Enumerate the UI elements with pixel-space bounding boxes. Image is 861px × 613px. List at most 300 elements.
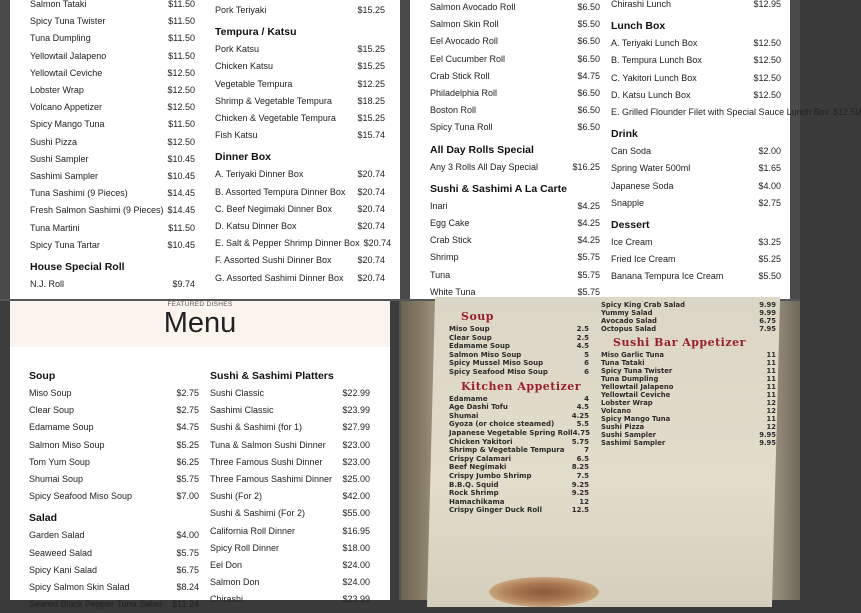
menu-item xyxy=(601,423,776,431)
menu-item-price: $5.25 xyxy=(758,254,781,265)
menu-item-name: Tuna & Salmon Sushi Dinner xyxy=(210,439,326,450)
menu-item xyxy=(449,395,589,404)
menu-item-name: Any 3 Rolls All Day Special xyxy=(430,161,539,172)
menu-item-price: $3.25 xyxy=(758,237,781,248)
menu-item xyxy=(601,375,776,383)
menu-item-name: Spicy Roll Dinner xyxy=(210,542,280,553)
menu-item-name: Vegetable Tempura xyxy=(215,78,293,89)
menu-item-price: $5.50 xyxy=(577,19,600,30)
menu-item-price: $14.45 xyxy=(167,205,196,216)
menu-item xyxy=(601,415,776,423)
menu-item xyxy=(601,383,776,391)
menu-item-name: Crispy Calamari xyxy=(449,454,512,463)
menu-item xyxy=(215,252,385,269)
menu-item xyxy=(449,463,589,472)
menu-panel-3 xyxy=(0,301,399,610)
menu-item-price: 6.5 xyxy=(576,454,589,463)
menu-item xyxy=(210,591,370,608)
menu-item-price: 9.99 xyxy=(759,301,776,309)
menu-item-name: Chicken Yakitori xyxy=(449,437,513,446)
menu-item xyxy=(215,201,385,218)
menu-item-price: 12 xyxy=(766,423,776,431)
menu-item-price: $5.75 xyxy=(176,547,199,558)
menu-item-name: Miso Soup xyxy=(449,325,490,333)
menu-item-name: Hamachikama xyxy=(449,497,505,506)
menu-item-name: E. Salt & Pepper Shrimp Dinner Box xyxy=(215,238,360,249)
menu-item xyxy=(215,166,385,183)
menu-item xyxy=(611,195,781,212)
menu-item xyxy=(601,391,776,399)
menu-item xyxy=(29,471,199,488)
menu-item-price: $12.50 xyxy=(167,67,195,78)
menu-item xyxy=(449,498,589,507)
menu-item xyxy=(30,276,195,293)
menu-item-price: $4.25 xyxy=(577,235,600,246)
menu-item-name: Salmon Miso Soup xyxy=(29,439,105,450)
menu-item-price: $12.25 xyxy=(357,78,385,89)
menu-item-price: $11.50 xyxy=(168,50,195,61)
menu-item-name: Miso Soup xyxy=(29,388,72,398)
menu-item-name: Miso Garlic Tuna xyxy=(601,351,664,359)
menu-item-price: $18.25 xyxy=(357,95,385,106)
menu-item-price: $12.50 xyxy=(753,89,781,100)
menu-item xyxy=(29,562,199,579)
menu-item-price: $20.74 xyxy=(357,221,385,232)
menu-item-name: B.B.Q. Squid xyxy=(449,480,499,489)
menu-item-price: $42.00 xyxy=(342,491,370,502)
menu-item xyxy=(30,202,195,219)
menu-item xyxy=(611,160,781,177)
menu-item-price: $6.50 xyxy=(577,88,600,99)
menu-item-price: $20.74 xyxy=(357,203,385,214)
menu-item xyxy=(449,359,589,368)
menu-column-right xyxy=(210,363,370,609)
menu-item-price: 4.5 xyxy=(576,403,589,412)
menu-item-price: $12.50 xyxy=(833,107,861,118)
menu-item-name: Garden Salad xyxy=(29,530,85,541)
menu-item-name: Banana Tempura Ice Cream xyxy=(611,271,724,282)
menu-item-name: Inari xyxy=(430,200,448,211)
menu-item xyxy=(30,220,195,237)
menu-item xyxy=(601,399,776,407)
menu-item xyxy=(449,420,589,429)
menu-item-price: 12 xyxy=(579,497,589,506)
menu-item xyxy=(210,523,370,540)
menu-item-name: Ice Cream xyxy=(611,237,653,248)
menu-item-name: G. Assorted Sashimi Dinner Box xyxy=(215,272,344,283)
menu-item xyxy=(601,325,776,333)
menu-item-price: $6.50 xyxy=(577,36,600,47)
menu-item-price: $5.75 xyxy=(577,269,600,280)
section-heading: Sushi & Sashimi A La Carte xyxy=(430,182,567,195)
menu-item xyxy=(215,270,385,287)
menu-item-price: $16.95 xyxy=(342,525,370,536)
menu-item xyxy=(30,30,195,47)
menu-item-name: Salmon Skin Roll xyxy=(430,19,499,30)
menu-item-price: $20.74 xyxy=(357,186,385,197)
menu-item-price: $20.74 xyxy=(357,255,385,266)
section-heading: Kitchen Appetizer xyxy=(461,379,582,393)
menu-item-name: Three Famous Sashimi Dinner xyxy=(210,474,333,485)
menu-item-name: A. Teriyaki Dinner Box xyxy=(215,169,304,180)
menu-item-price: 7 xyxy=(584,446,589,455)
menu-item-price: 9.95 xyxy=(759,439,776,447)
menu-item xyxy=(449,438,589,447)
menu-item-price: $12.50 xyxy=(753,72,781,83)
menu-item-name: Eel Avocado Roll xyxy=(430,36,498,47)
menu-item-price: $55.00 xyxy=(342,508,370,519)
menu-item xyxy=(210,557,370,574)
menu-item-name: C. Yakitori Lunch Box xyxy=(611,72,697,83)
menu-item xyxy=(611,0,781,13)
menu-item-name: Lobster Wrap xyxy=(30,85,84,96)
menu-page xyxy=(10,301,390,610)
menu-item-name: Japanese Soda xyxy=(611,180,674,191)
menu-item xyxy=(430,102,600,119)
menu-item-name: Crab Stick Roll xyxy=(430,70,490,81)
menu-item xyxy=(601,309,776,317)
menu-column-left xyxy=(430,0,600,301)
menu-item xyxy=(601,359,776,367)
menu-item-name: Spicy Tuna Twister xyxy=(30,16,106,27)
menu-item-price: $14.45 xyxy=(167,188,195,199)
menu-item xyxy=(430,85,600,102)
menu-item-name: Tuna Sashimi (9 Pieces) xyxy=(30,188,128,199)
menu-item xyxy=(611,234,781,251)
menu-item-price: 4.25 xyxy=(571,411,589,420)
menu-item-name: Tuna xyxy=(430,269,451,280)
menu-item-name: Sushi Pizza xyxy=(30,136,78,147)
featured-label: FEATURED DISHES xyxy=(167,301,233,308)
menu-item-price: $11.24 xyxy=(172,599,199,610)
menu-item xyxy=(215,76,385,93)
menu-item-name: Sashimi Sampler xyxy=(30,171,99,182)
menu-item xyxy=(430,119,600,136)
menu-item xyxy=(430,68,600,85)
menu-item-name: Lobster Wrap xyxy=(601,399,653,407)
menu-item-name: D. Katsu Lunch Box xyxy=(611,89,691,100)
menu-item-price: $15.25 xyxy=(357,113,385,124)
menu-item-price: $2.00 xyxy=(758,146,781,157)
menu-item-name: Sushi Sampler xyxy=(601,431,657,439)
menu-item-name: Spicy King Crab Salad xyxy=(601,301,686,309)
menu-item-name: B. Assorted Tempura Dinner Box xyxy=(215,186,346,197)
menu-item xyxy=(449,455,589,464)
menu-item xyxy=(430,198,600,215)
section-heading: Tempura / Katsu xyxy=(215,26,297,39)
menu-item-name: Spicy Tuna Twister xyxy=(601,367,673,375)
menu-item-name: Crispy Ginger Duck Roll xyxy=(449,506,542,515)
menu-item xyxy=(611,87,781,104)
menu-item xyxy=(210,419,370,436)
menu-item-price: 9.25 xyxy=(571,489,589,498)
menu-item-name: Tuna Dumpling xyxy=(601,375,659,383)
menu-item-price: $22.99 xyxy=(342,388,370,398)
menu-item-name: Volcano Appetizer xyxy=(30,102,103,113)
menu-item-name: Volcano xyxy=(601,407,632,415)
menu-item-price: $8.24 xyxy=(176,582,199,593)
menu-column-right xyxy=(215,2,392,287)
menu-item-price: $6.75 xyxy=(176,564,199,575)
menu-item-name: Yellowtail Ceviche xyxy=(601,391,671,399)
menu-item-price: $1.65 xyxy=(758,163,781,174)
menu-item xyxy=(30,0,195,13)
board-column-right xyxy=(601,301,776,447)
menu-item xyxy=(430,51,600,68)
menu-item xyxy=(215,184,385,201)
menu-item-price: $15.25 xyxy=(357,44,385,55)
menu-item-name: Edamame xyxy=(449,394,488,403)
menu-item-name: Clear Soup xyxy=(449,333,492,342)
menu-item-name: Chicken & Vegetable Tempura xyxy=(215,113,336,124)
menu-item-price: $24.00 xyxy=(342,577,370,588)
menu-item-name: F. Assorted Sushi Dinner Box xyxy=(215,255,332,266)
menu-item xyxy=(30,48,195,65)
menu-board-photo xyxy=(401,301,800,600)
menu-item-price: 11 xyxy=(766,359,776,367)
menu-item-name: White Tuna xyxy=(430,286,476,297)
menu-item-name: Beef Negimaki xyxy=(449,463,507,472)
menu-item-name: B. Tempura Lunch Box xyxy=(611,55,702,66)
board-column-left xyxy=(449,307,589,515)
menu-item-price: 11 xyxy=(766,375,776,383)
menu-item-name: Yummy Salad xyxy=(601,309,653,317)
menu-item-price: 11 xyxy=(766,415,776,423)
menu-item-name: Shumai Soup xyxy=(29,474,84,485)
menu-item-price: $4.75 xyxy=(577,70,600,81)
menu-item-name: Three Famous Sushi Dinner xyxy=(210,456,323,467)
menu-item-name: Seared Black Pepper Tuna Salad xyxy=(29,599,163,610)
menu-item xyxy=(30,99,195,116)
menu-item-price: $15.74 xyxy=(357,130,385,141)
menu-item xyxy=(210,454,370,471)
menu-item-name: Spicy Mango Tuna xyxy=(30,119,105,130)
menu-item-price: $20.74 xyxy=(357,272,385,283)
menu-item xyxy=(210,402,370,419)
menu-item-name: Boston Roll xyxy=(430,105,477,116)
menu-item-name: Yellowtail Jalapeno xyxy=(30,50,107,61)
menu-item-name: Edamame Soup xyxy=(449,342,510,351)
menu-item xyxy=(601,317,776,325)
menu-item-price: $12.50 xyxy=(167,136,195,147)
menu-item xyxy=(601,407,776,415)
menu-item-name: Eel Cucumber Roll xyxy=(430,53,506,64)
menu-item-price: $11.50 xyxy=(168,119,195,130)
menu-item xyxy=(210,540,370,557)
menu-item xyxy=(215,58,385,75)
section-heading: Lunch Box xyxy=(611,20,666,33)
section-heading: Sushi Bar Appetizer xyxy=(613,336,746,349)
menu-item-name: Chirashi xyxy=(210,594,244,605)
menu-item xyxy=(30,134,195,151)
menu-item-price: $10.45 xyxy=(167,171,195,182)
menu-item xyxy=(30,168,195,185)
menu-item-name: Spicy Tuna Roll xyxy=(430,122,493,133)
menu-item xyxy=(601,431,776,439)
menu-item-price: $12.50 xyxy=(753,38,781,49)
menu-item xyxy=(449,412,589,421)
menu-item-name: Shrimp & Vegetable Tempura xyxy=(449,446,565,455)
menu-item-name: Shumai xyxy=(449,411,479,420)
sushi-plate-image xyxy=(489,577,599,607)
menu-item xyxy=(210,488,370,505)
menu-item-name: Can Soda xyxy=(611,146,652,157)
menu-item-price: $5.75 xyxy=(577,252,600,263)
menu-item xyxy=(430,16,600,33)
menu-item xyxy=(215,2,385,19)
menu-item xyxy=(215,235,392,252)
menu-item-name: Octopus Salad xyxy=(601,325,657,333)
menu-item-name: Fried Ice Cream xyxy=(611,254,676,265)
menu-item-price: $11.50 xyxy=(168,33,195,44)
menu-item-price: $16.25 xyxy=(572,161,600,172)
menu-item-name: Shrimp xyxy=(430,252,459,263)
menu-page xyxy=(410,0,861,299)
menu-item-price: $11.50 xyxy=(168,16,195,27)
menu-item xyxy=(449,506,589,515)
menu-item-name: Fresh Salmon Sashimi (9 Pieces) xyxy=(30,205,164,216)
menu-item-name: E. Grilled Flounder Filet with Special Sauce Lunch Box xyxy=(611,107,830,118)
menu-item xyxy=(30,82,195,99)
menu-item-price: 5.5 xyxy=(576,420,589,429)
menu-item xyxy=(449,429,589,438)
menu-item xyxy=(449,351,589,360)
menu-item xyxy=(430,215,600,232)
menu-item-price: 6 xyxy=(584,359,589,368)
menu-item-price: $23.99 xyxy=(342,405,370,416)
menu-item xyxy=(29,454,199,471)
menu-item xyxy=(29,402,199,419)
menu-item-name: Spicy Seafood Miso Soup xyxy=(29,491,133,502)
menu-item xyxy=(601,301,776,309)
menu-item xyxy=(30,65,195,82)
menu-item xyxy=(430,249,600,266)
menu-item-name: Fish Katsu xyxy=(215,130,258,141)
menu-item-name: N.J. Roll xyxy=(30,279,65,290)
section-heading: Drink xyxy=(611,128,638,141)
menu-item-price: 12 xyxy=(766,407,776,415)
menu-item-price: $4.75 xyxy=(176,422,199,433)
menu-item-name: Edamame Soup xyxy=(29,422,94,433)
menu-item-name: Spring Water 500ml xyxy=(611,163,691,174)
menu-item xyxy=(611,35,781,52)
menu-item-price: $15.25 xyxy=(357,5,385,15)
section-heading: Soup xyxy=(29,370,56,382)
menu-item-price: $10.45 xyxy=(167,239,195,250)
menu-item-name: Pork Katsu xyxy=(215,44,260,55)
menu-item-name: Egg Cake xyxy=(430,218,470,229)
menu-item xyxy=(29,488,199,505)
menu-item-name: D. Katsu Dinner Box xyxy=(215,221,297,232)
menu-item xyxy=(30,151,195,168)
menu-item-price: $5.75 xyxy=(577,286,600,297)
menu-column-right xyxy=(611,0,861,286)
menu-item-name: Salmon Tataki xyxy=(30,0,87,9)
menu-item-price: $24.00 xyxy=(342,560,370,571)
menu-item xyxy=(215,41,385,58)
menu-item-name: Sashimi Classic xyxy=(210,405,274,416)
menu-item xyxy=(611,104,861,121)
menu-item xyxy=(449,368,589,377)
menu-item-name: Spicy Tuna Tartar xyxy=(30,239,100,250)
menu-item-price: $20.74 xyxy=(363,238,392,249)
menu-item-price: $5.75 xyxy=(176,474,199,485)
menu-item-price: $12.50 xyxy=(753,55,781,66)
menu-item-name: Age Dashi Tofu xyxy=(449,403,508,412)
menu-item xyxy=(29,385,199,402)
menu-item xyxy=(611,251,781,268)
menu-column-left xyxy=(29,363,199,613)
menu-item xyxy=(611,70,781,87)
menu-item-name: Snapple xyxy=(611,197,645,208)
menu-item-name: California Roll Dinner xyxy=(210,525,296,536)
menu-item xyxy=(30,116,195,133)
menu-item-price: 9.25 xyxy=(571,480,589,489)
menu-item-price: 4.5 xyxy=(576,342,589,351)
menu-item xyxy=(601,439,776,447)
menu-item-price: 7.5 xyxy=(576,471,589,480)
menu-item-name: Sushi Sampler xyxy=(30,153,89,164)
menu-item-name: Spicy Kani Salad xyxy=(29,564,98,575)
menu-item xyxy=(210,574,370,591)
menu-item-name: Pork Teriyaki xyxy=(215,5,267,15)
menu-item-price: $6.50 xyxy=(577,2,600,12)
menu-item xyxy=(430,0,600,16)
menu-item-name: Chirashi Lunch xyxy=(611,0,672,9)
menu-title: Menu xyxy=(163,307,237,339)
menu-item xyxy=(449,446,589,455)
menu-item xyxy=(30,13,195,30)
menu-item-name: Crab Stick xyxy=(430,235,472,246)
menu-item-price: $15.25 xyxy=(357,61,385,72)
menu-item xyxy=(29,437,199,454)
menu-column-left xyxy=(30,0,195,293)
menu-item-name: Sushi & Sashimi (For 2) xyxy=(210,508,306,519)
menu-item-price: $12.95 xyxy=(753,0,781,9)
menu-item-price: 11 xyxy=(766,383,776,391)
menu-item xyxy=(430,159,600,176)
menu-panel-2 xyxy=(400,0,861,299)
menu-item-price: $6.50 xyxy=(577,53,600,64)
menu-item xyxy=(210,385,370,402)
menu-item-price: $12.50 xyxy=(167,85,195,96)
menu-item-name: Spicy Mussel Miso Soup xyxy=(449,359,544,368)
menu-item xyxy=(30,185,195,202)
menu-item-name: Tuna Dumpling xyxy=(30,33,91,44)
menu-item-price: $27.99 xyxy=(342,422,370,433)
menu-item-price: 11 xyxy=(766,391,776,399)
menu-item xyxy=(601,367,776,375)
menu-item-price: $6.25 xyxy=(176,456,199,467)
menu-item xyxy=(449,403,589,412)
menu-item xyxy=(430,267,600,284)
section-heading: Salad xyxy=(29,512,58,525)
menu-item xyxy=(29,596,199,613)
menu-item-price: $23.00 xyxy=(342,456,370,467)
menu-item-price: 5.75 xyxy=(571,437,589,446)
menu-item-price: $23.00 xyxy=(342,439,370,450)
menu-item-price: 12.5 xyxy=(571,506,589,515)
menu-item-name: Spicy Seafood Miso Soup xyxy=(449,367,548,376)
section-heading: Soup xyxy=(461,310,494,323)
menu-item-price: 12 xyxy=(766,399,776,407)
menu-item-name: Sushi Pizza xyxy=(601,423,645,431)
menu-item-name: Sushi Classic xyxy=(210,388,265,398)
menu-item xyxy=(30,237,195,254)
menu-item-name: Rock Shrimp xyxy=(449,489,499,498)
menu-item xyxy=(215,127,385,144)
menu-item xyxy=(215,93,385,110)
